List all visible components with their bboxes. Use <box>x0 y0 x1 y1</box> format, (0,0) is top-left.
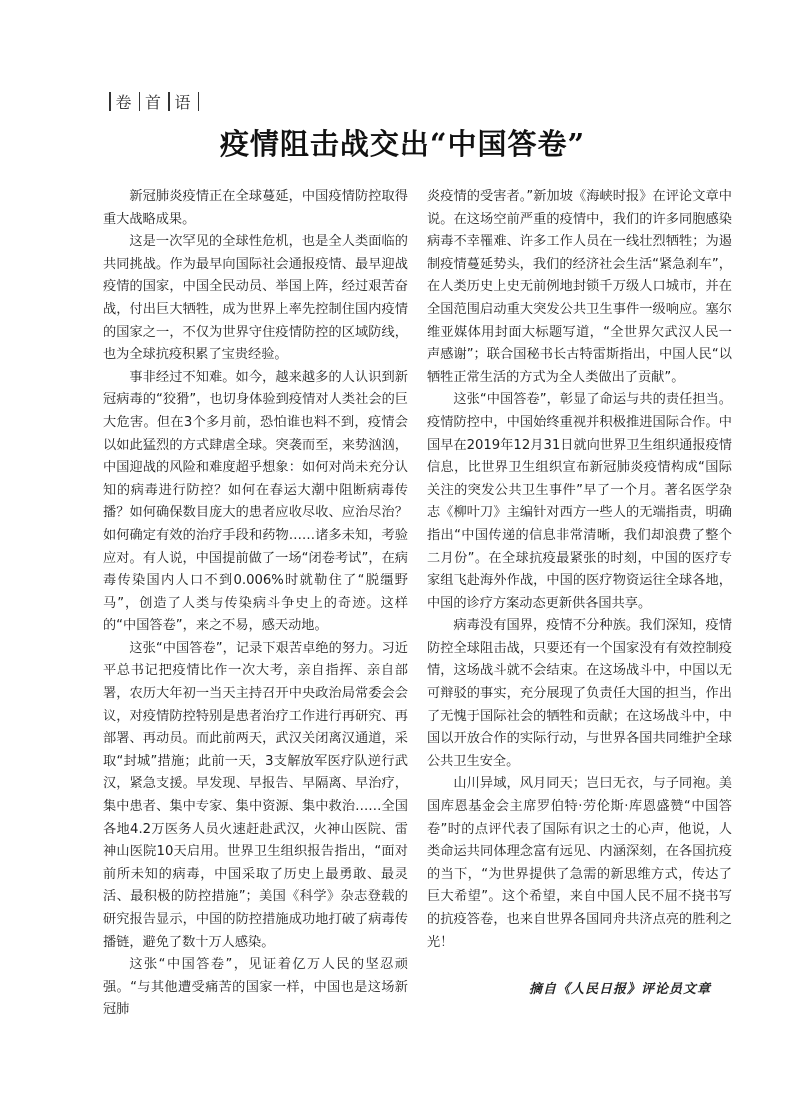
paragraph: 事非经过不知难。如今，越来越多的人认识到新冠病毒的“狡猾”，也切身体验到疫情对人类社会的巨大危害。但在3个多月前，恐怕谁也料不到，疫情会以如此猛烈的方式肆虐全球。突袭而至，来势汹汹，中国迎战的风险和难度超乎想象：如何对尚未充分认知的病毒进行防控？如何在春运大潮中阻断病毒传播？如何确保数目庞大的患者应收尽收、应治尽治？如何确定有效的治疗手段和药物……诸多未知，考验应对。有人说，中国提前做了一场“闭卷考试”，在病毒传染国内人口不到0.006%时就勒住了“脱缰野马”，创造了人类与传染病斗争史上的奇迹。这样的“中国答卷”，来之不易，感天动地。 <box>103 369 408 634</box>
section-tag <box>104 90 204 113</box>
section-tag-divider <box>168 92 170 111</box>
section-tag-divider <box>198 92 200 111</box>
paragraph: 这张“中国答卷”，记录下艰苦卓绝的努力。习近平总书记把疫情比作一次大考，亲自指挥、亲自部署，农历大年初一当天主持召开中央政治局常委会会议，对疫情防控特别是患者治疗工作进行再研究、再部署、再动员。而此前两天，武汉关闭离汉通道，采取“封城”措施；此前一天，3支解放军医疗队逆行武汉，紧急支援。早发现、早报告、早隔离、早治疗，集中患者、集中专家、集中资源、集中救治……全国各地4.2万医务人员火速赶赴武汉，火神山医院、雷神山医院10天启用。世界卫生组织报告指出，“面对前所未知的病毒，中国采取了历史上最勇敢、最灵活、最积极的防控措施”；美国《科学》杂志登载的研究报告显示，中国的防控措施成功地打破了病毒传播链，避免了数十万人感染。 <box>103 640 408 950</box>
paragraph-continued: 炎疫情的受害者。”新加坡《海峡时报》在评论文章中说。在这场空前严重的疫情中，我们的许多同胞感染病毒不幸罹难、许多工作人员在一线壮烈牺牲；为遏制疫情蔓延势头，我们的经济社会生活“紧急刹车”，在人类历史上史无前例地封锁千万级人口城市，并在全国范围启动重大突发公共卫生事件一级响应。塞尔维亚媒体用封面大标题写道，“全世界欠武汉人民一声感谢”；联合国秘书长古特雷斯指出，中国人民“以牺牲正常生活的方式为全人类做出了贡献”。 <box>427 189 732 385</box>
section-tag-divider <box>139 92 141 111</box>
article-title: 疫情阻击战交出“中国答卷” <box>219 127 586 161</box>
right-column <box>427 186 732 954</box>
section-tag-char: 语 <box>174 93 193 112</box>
paragraph: 这张“中国答卷”，彰显了命运与共的责任担当。疫情防控中，中国始终重视并积极推进国际合作。中国早在2019年12月31日就向世界卫生组织通报疫情信息，比世界卫生组织宣布新冠肺炎疫情构成“国际关注的突发公共卫生事件”早了一个月。著名医学杂志《柳叶刀》主编针对西方一些人的无端指责，明确指出“中国传递的信息非常清晰，我们却浪费了整个二月份”。在全球抗疫最紧张的时刻，中国的医疗专家组飞赴海外作战，中国的医疗物资运往全球各地，中国的诊疗方案动态更新供各国共享。 <box>427 392 732 611</box>
paragraph: 新冠肺炎疫情正在全球蔓延，中国疫情防控取得重大战略成果。 <box>103 189 408 227</box>
section-tag-char: 卷 <box>115 93 134 112</box>
source-attribution: 摘自《人民日报》评论员文章 <box>528 982 711 997</box>
section-tag-divider <box>109 92 111 111</box>
section-tag-char: 首 <box>145 93 164 112</box>
paragraph: 病毒没有国界，疫情不分种族。我们深知，疫情防控全球阻击战，只要还有一个国家没有有效控制疫情，这场战斗就不会结束。在这场战斗中，中国以无可辩驳的事实，充分展现了负责任大国的担当，作出了无愧于国际社会的牺牲和贡献；在这场战斗中，中国以开放合作的实际行动，与世界各国共同维护全球公共卫生安全。 <box>427 618 732 769</box>
paragraph: 这张“中国答卷”，见证着亿万人民的坚忍顽强。“与其他遭受痛苦的国家一样，中国也是这场新冠肺 <box>103 957 408 1018</box>
left-column <box>103 186 408 1022</box>
paragraph: 这是一次罕见的全球性危机，也是全人类面临的共同挑战。作为最早向国际社会通报疫情、最早迎战疫情的国家，中国全民动员、举国上阵，经过艰苦奋战，付出巨大牺牲，成为世界上率先控制住国内疫情的国家之一，不仅为世界守住疫情防控的区域防线，也为全球抗疫积累了宝贵经验。 <box>103 234 408 363</box>
paragraph: 山川异域，风月同天；岂曰无衣，与子同袍。美国库恩基金会主席罗伯特·劳伦斯·库恩盛赞“中国答卷”时的点评代表了国际有识之士的心声，他说，人类命运共同体理念富有远见、内涵深刻，在各国抗疫的当下，“为世界提供了急需的新思维方式，传达了巨大希望”。这个希望，来自中国人民不屈不挠书写的抗疫答卷，也来自世界各国同舟共济点亮的胜利之光！ <box>427 776 732 950</box>
